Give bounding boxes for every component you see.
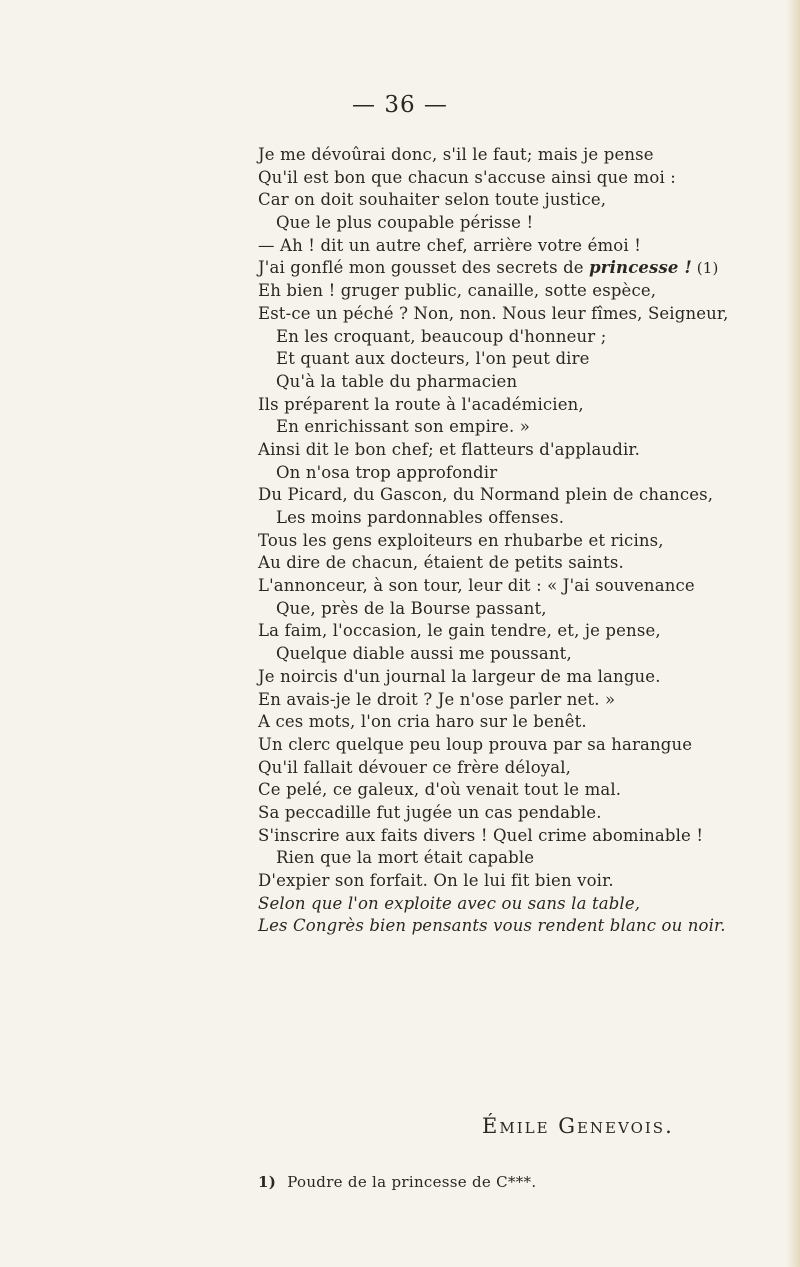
poem-line-text: Ainsi dit le bon chef; et flatteurs d'applaudir.: [258, 439, 640, 459]
poem-line-text: Quelque diable aussi me poussant,: [276, 644, 572, 664]
poem-line: [258, 348, 798, 371]
poem-line: [258, 507, 798, 530]
poem-line: [258, 802, 798, 825]
poem-line-text: L'annonceur, à son tour, leur dit : « J'ai souvenance: [258, 576, 695, 596]
poem-line-text: Et quant aux docteurs, l'on peut dire: [276, 349, 590, 369]
footnote-number: 1): [258, 1173, 277, 1191]
poem-line: [258, 189, 798, 212]
poem-line-text: Au dire de chacun, étaient de petits saints.: [258, 553, 624, 573]
footnote-text: Poudre de la princesse de C***.: [287, 1173, 537, 1191]
poem-line-text: En avais-je le droit ? Je n'ose parler net. »: [258, 689, 616, 709]
poem-line-text: Qu'à la table du pharmacien: [276, 371, 518, 391]
poem-line-text: En les croquant, beaucoup d'honneur ;: [276, 326, 607, 346]
poem-line-text: D'expier son forfait. On le lui fit bien voir.: [258, 871, 614, 890]
poem-line: [258, 462, 798, 485]
poem-line-text: Les Congrès bien pensants vous rendent blanc ou noir.: [258, 916, 726, 936]
poem-line: [258, 235, 798, 258]
author-signature: Émile Genevois.: [482, 1114, 674, 1138]
poem-line-text: Du Picard, du Gascon, du Normand plein de chances,: [258, 485, 714, 505]
poem-line: [258, 371, 798, 394]
poem-line-text: Eh bien ! gruger public, canaille, sotte espèce,: [258, 281, 657, 301]
poem-line-text: Qu'il est bon que chacun s'accuse ainsi que moi :: [258, 167, 676, 187]
poem-body: [258, 144, 798, 938]
poem-line: [258, 326, 798, 349]
footnote-reference: (1): [691, 259, 719, 278]
poem-line-text: J'ai gonflé mon gousset des secrets de: [258, 258, 590, 278]
poem-line-text: S'inscrire aux faits divers ! Quel crime abominable !: [258, 825, 704, 845]
poem-line-text: Ce pelé, ce galeux, d'où venait tout le mal.: [258, 780, 622, 800]
poem-line: [258, 893, 798, 916]
poem-line-text: Un clerc quelque peu loup prouva par sa harangue: [258, 734, 693, 754]
poem-line: [258, 734, 798, 757]
poem-line-text: Selon que l'on exploite avec ou sans la table,: [258, 893, 641, 913]
poem-line: [258, 643, 798, 666]
poem-line: [258, 552, 798, 575]
poem-line: [258, 303, 798, 326]
poem-line: [258, 825, 798, 848]
poem-line: [258, 598, 798, 621]
poem-line-italic: princesse !: [589, 258, 692, 278]
poem-line-text: Tous les gens exploiteurs en rhubarbe et ricins,: [258, 530, 664, 550]
poem-line: [258, 394, 798, 417]
poem-line: [258, 439, 798, 462]
poem-line-text: Je me dévoûrai donc, s'il le faut; mais je pense: [258, 145, 654, 164]
poem-line-text: Sa peccadille fut jugée un cas pendable.: [258, 802, 602, 822]
poem-line: [258, 212, 798, 235]
poem-line-text: A ces mots, l'on cria haro sur le benêt.: [258, 712, 587, 732]
poem-line: [258, 575, 798, 598]
poem-line: [258, 257, 798, 280]
poem-line: [258, 484, 798, 507]
poem-line-text: Rien que la mort était capable: [276, 848, 535, 868]
poem-line: [258, 416, 798, 439]
footnote: [258, 1173, 536, 1191]
poem-line-text: Qu'il fallait dévouer ce frère déloyal,: [258, 757, 572, 777]
poem-line-text: La faim, l'occasion, le gain tendre, et, je pense,: [258, 621, 661, 641]
poem-line-text: On n'osa trop approfondir: [276, 462, 498, 482]
poem-line: [258, 530, 798, 553]
poem-line: [258, 711, 798, 734]
poem-line: [258, 280, 798, 303]
poem-line: [258, 847, 798, 870]
poem-line-text: Je noircis d'un journal la largeur de ma langue.: [258, 666, 661, 686]
poem-line-text: Que, près de la Bourse passant,: [276, 598, 547, 618]
page-number: — 36 —: [352, 92, 448, 118]
poem-line: [258, 779, 798, 802]
poem-line-text: En enrichissant son empire. »: [276, 417, 531, 437]
poem-line-text: Car on doit souhaiter selon toute justice,: [258, 190, 607, 210]
poem-line-text: Ils préparent la route à l'académicien,: [258, 394, 584, 414]
poem-line-text: — Ah ! dit un autre chef, arrière votre émoi !: [258, 235, 641, 255]
poem-line: [258, 870, 798, 893]
poem-line: [258, 915, 798, 938]
poem-line-text: Les moins pardonnables offenses.: [276, 508, 565, 527]
poem-line: [258, 689, 798, 712]
poem-line-text: Est-ce un péché ? Non, non. Nous leur fîmes, Seigneur,: [258, 303, 729, 323]
poem-line-text: Que le plus coupable périsse !: [276, 213, 534, 233]
poem-line: [258, 167, 798, 190]
poem-line: [258, 620, 798, 643]
poem-line: [258, 144, 798, 167]
poem-line: [258, 666, 798, 689]
poem-line: [258, 757, 798, 780]
